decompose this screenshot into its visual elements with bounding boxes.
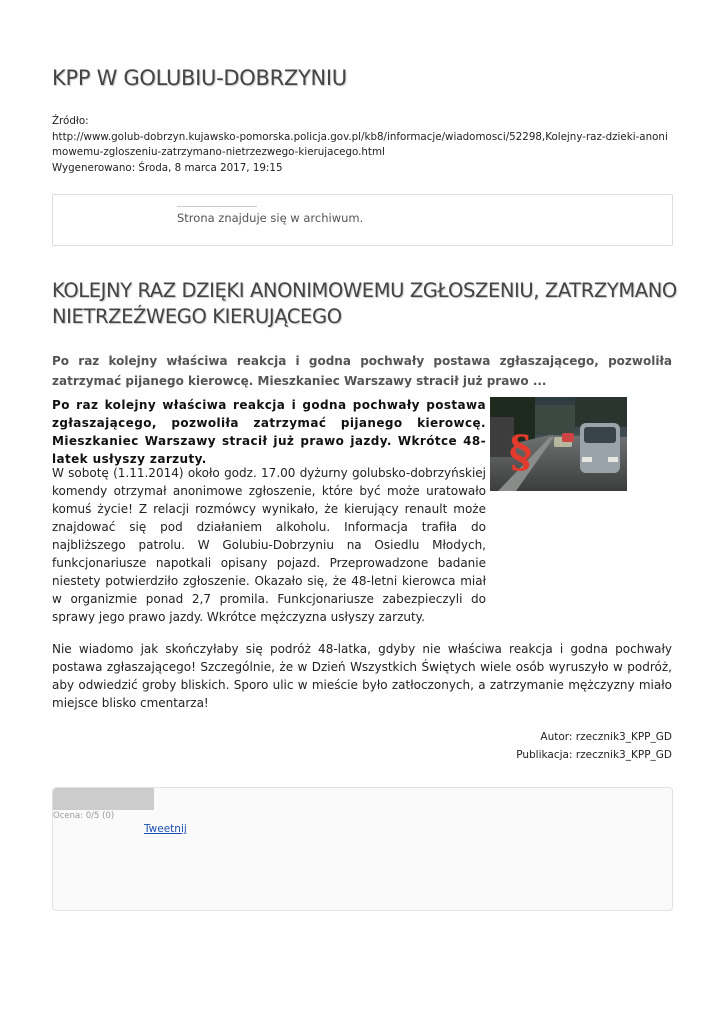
article-title: KOLEJNY RAZ DZIĘKI ANONIMOWEMU ZGŁOSZENIU, ZATRZYMANO NIETRZEŹWEGO KIERUJĄCEGO [52,279,677,328]
archive-notice: Strona znajduje się w archiwum. [177,211,364,225]
rating-stars-bar[interactable] [53,788,154,810]
article-author: Autor: rzecznik3_KPP_GD [540,731,672,743]
paragraph-symbol-icon: § [509,427,533,478]
article-paragraph-2: Nie wiadomo jak skończyłaby się podróż 48-latka, gdyby nie właściwa reakcja i godna pochwały postawa zgłaszającego! Szczególnie, że w Dzień Wszystkich Świętych wiele osób wyruszyło w podróż, aby odwiedzić groby bliskich. Sporo ulic w mieście było zatłoczonych, a zatrzymanie mężczyzny miało miejsce blisko cmentarza! [52,642,672,710]
article-intro: Po raz kolejny właściwa reakcja i godna pochwały postawa zgłaszającego, pozwoliła zatrzymać pijanego kierowcę. Mieszkaniec Warszawy stracił już prawo jazdy. Wkrótce 48-latek usłyszy zarzuty. [52,398,486,466]
generated-date: Wygenerowano: Środa, 8 marca 2017, 19:15 [52,161,283,174]
archive-notice-box [52,194,673,246]
source-url[interactable]: http://www.golub-dobrzyn.kujawsko-pomorska.policja.gov.pl/kb8/informacje/wiadomosci/52298,Kolejny-raz-dzieki-anonimowemu-zgloszeniu-zatrzymano-nietrzezwego-kierujacego.html [52,130,668,158]
rating-score: Ocena: 0/5 (0) [53,811,115,821]
source-label: Źródło: [52,115,89,127]
rating-panel [52,787,673,911]
tweet-link[interactable]: Tweetnij [144,823,187,835]
article-photo[interactable] [490,397,627,491]
article-lead: Po raz kolejny właściwa reakcja i godna pochwały postawa zgłaszającego, pozwoliła zatrzymać pijanego kierowcę. Mieszkaniec Warszawy stracił już prawo ... [52,354,672,388]
article-paragraph-1: W sobotę (1.11.2014) około godz. 17.00 dyżurny golubsko-dobrzyńskiej komendy otrzymał anonimowe zgłoszenie, które być może uratowało komuś życie! Z relacji rozmówcy wynikało, że kierujący renault może znajdować się pod działaniem alkoholu. Informacja trafiła do najbliższego patrolu. W Golubiu-Dobrzyniu na Osiedlu Młodych, funkcjonariusze napotkali opisany pojazd. Przeprowadzone badanie niestety potwierdziło zgłoszenie. Okazało się, że 48-letni kierowca miał w organizmie ponad 2,7 promila. Funkcjonariusze zabezpieczyli do sprawy jego prawo jazdy. Wkrótce mężczyzna usłyszy zarzuty. [52,466,486,624]
source-info [52,114,677,176]
article-publication: Publikacja: rzecznik3_KPP_GD [516,749,672,761]
site-title: KPP W GOLUBIU-DOBRZYNIU [52,66,347,90]
archive-divider [177,206,257,207]
